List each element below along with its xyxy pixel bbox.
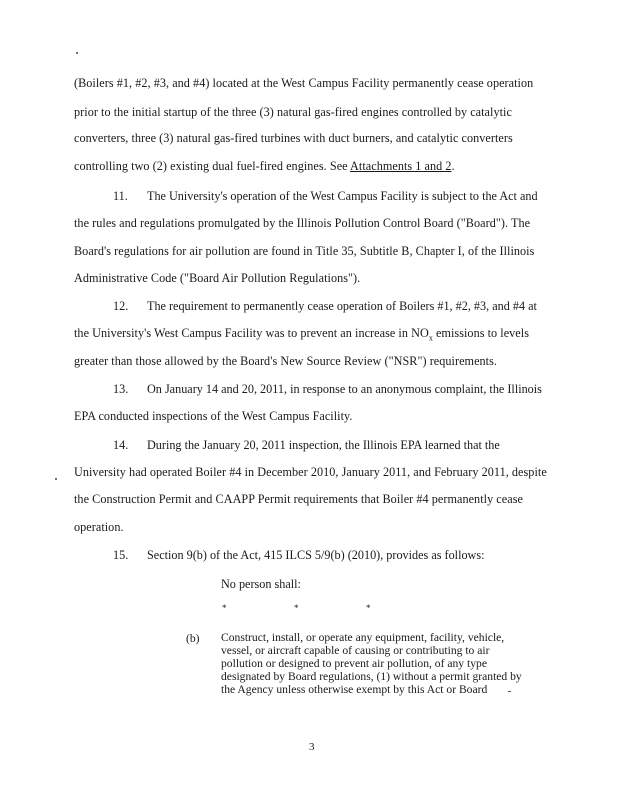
page-number: 3 — [309, 741, 315, 753]
ellipsis-star: * — [222, 603, 227, 613]
paragraph-line: Board's regulations for air pollution are found in Title 35, Subtitle B, Chapter I, of the Illinois — [74, 244, 535, 258]
paragraph-text: the University's West Campus Facility was to prevent an increase in NO — [74, 326, 429, 340]
subscript: x — [428, 333, 433, 343]
quote-label: (b) — [186, 632, 200, 645]
paragraph-line: The requirement to permanently cease operation of Boilers #1, #2, #3, and #4 at — [147, 299, 537, 313]
paragraph-text: controlling two (2) existing dual fuel-fired engines. See — [74, 159, 351, 173]
paragraph-number: 14. — [113, 438, 129, 452]
paragraph-line: EPA conducted inspections of the West Campus Facility. — [74, 409, 353, 423]
paragraph-line: operation. — [74, 520, 124, 534]
paragraph-line: greater than those allowed by the Board's New Source Review ("NSR") requirements. — [74, 354, 498, 368]
paragraph-number: 15. — [113, 548, 129, 562]
paragraph-number: 12. — [113, 299, 129, 313]
paragraph-line: prior to the initial startup of the three (3) natural gas-fired engines controlled by catalytic — [74, 105, 512, 119]
paragraph-line — [74, 326, 529, 342]
paragraph-line: Administrative Code ("Board Air Pollution Regulations"). — [74, 271, 361, 285]
paragraph-line: (Boilers #1, #2, #3, and #4) located at the West Campus Facility permanently cease operation — [74, 76, 534, 90]
scan-speck — [76, 52, 78, 54]
paragraph-line: No person shall: — [221, 577, 301, 591]
paragraph-line: the Construction Permit and CAAPP Permit requirements that Boiler #4 permanently cease — [74, 492, 523, 506]
paragraph-line: The University's operation of the West Campus Facility is subject to the Act and — [147, 189, 538, 203]
paragraph-line: the rules and regulations promulgated by the Illinois Pollution Control Board ("Board"). The — [74, 216, 531, 230]
quote-line: designated by Board regulations, (1) without a permit granted by — [221, 670, 522, 683]
paragraph-line: During the January 20, 2011 inspection, the Illinois EPA learned that the — [147, 438, 500, 452]
attachments-reference: Attachments 1 and 2 — [350, 159, 452, 173]
paragraph-line: Section 9(b) of the Act, 415 ILCS 5/9(b) (2010), provides as follows: — [147, 548, 485, 562]
ellipsis-star: * — [366, 603, 371, 613]
paragraph-line — [74, 159, 455, 174]
ellipsis-star: * — [294, 603, 299, 613]
paragraph-number: 13. — [113, 382, 129, 396]
quote-line: pollution or designed to prevent air pollution, of any type — [221, 657, 487, 670]
paragraph-number: 11. — [113, 189, 128, 203]
paragraph-line: converters, three (3) natural gas-fired turbines with duct burners, and catalytic converters — [74, 131, 513, 145]
scan-speck — [55, 478, 57, 480]
quote-line: vessel, or aircraft capable of causing or contributing to air — [221, 644, 490, 657]
scan-speck — [508, 691, 511, 692]
paragraph-line: On January 14 and 20, 2011, in response to an anonymous complaint, the Illinois — [147, 382, 542, 396]
paragraph-text: . — [451, 159, 455, 173]
quote-line: the Agency unless otherwise exempt by this Act or Board — [221, 683, 488, 696]
paragraph-line: University had operated Boiler #4 in December 2010, January 2011, and February 2011, despite — [74, 465, 547, 479]
quote-line: Construct, install, or operate any equipment, facility, vehicle, — [221, 631, 505, 644]
paragraph-text: emissions to levels — [432, 326, 530, 340]
